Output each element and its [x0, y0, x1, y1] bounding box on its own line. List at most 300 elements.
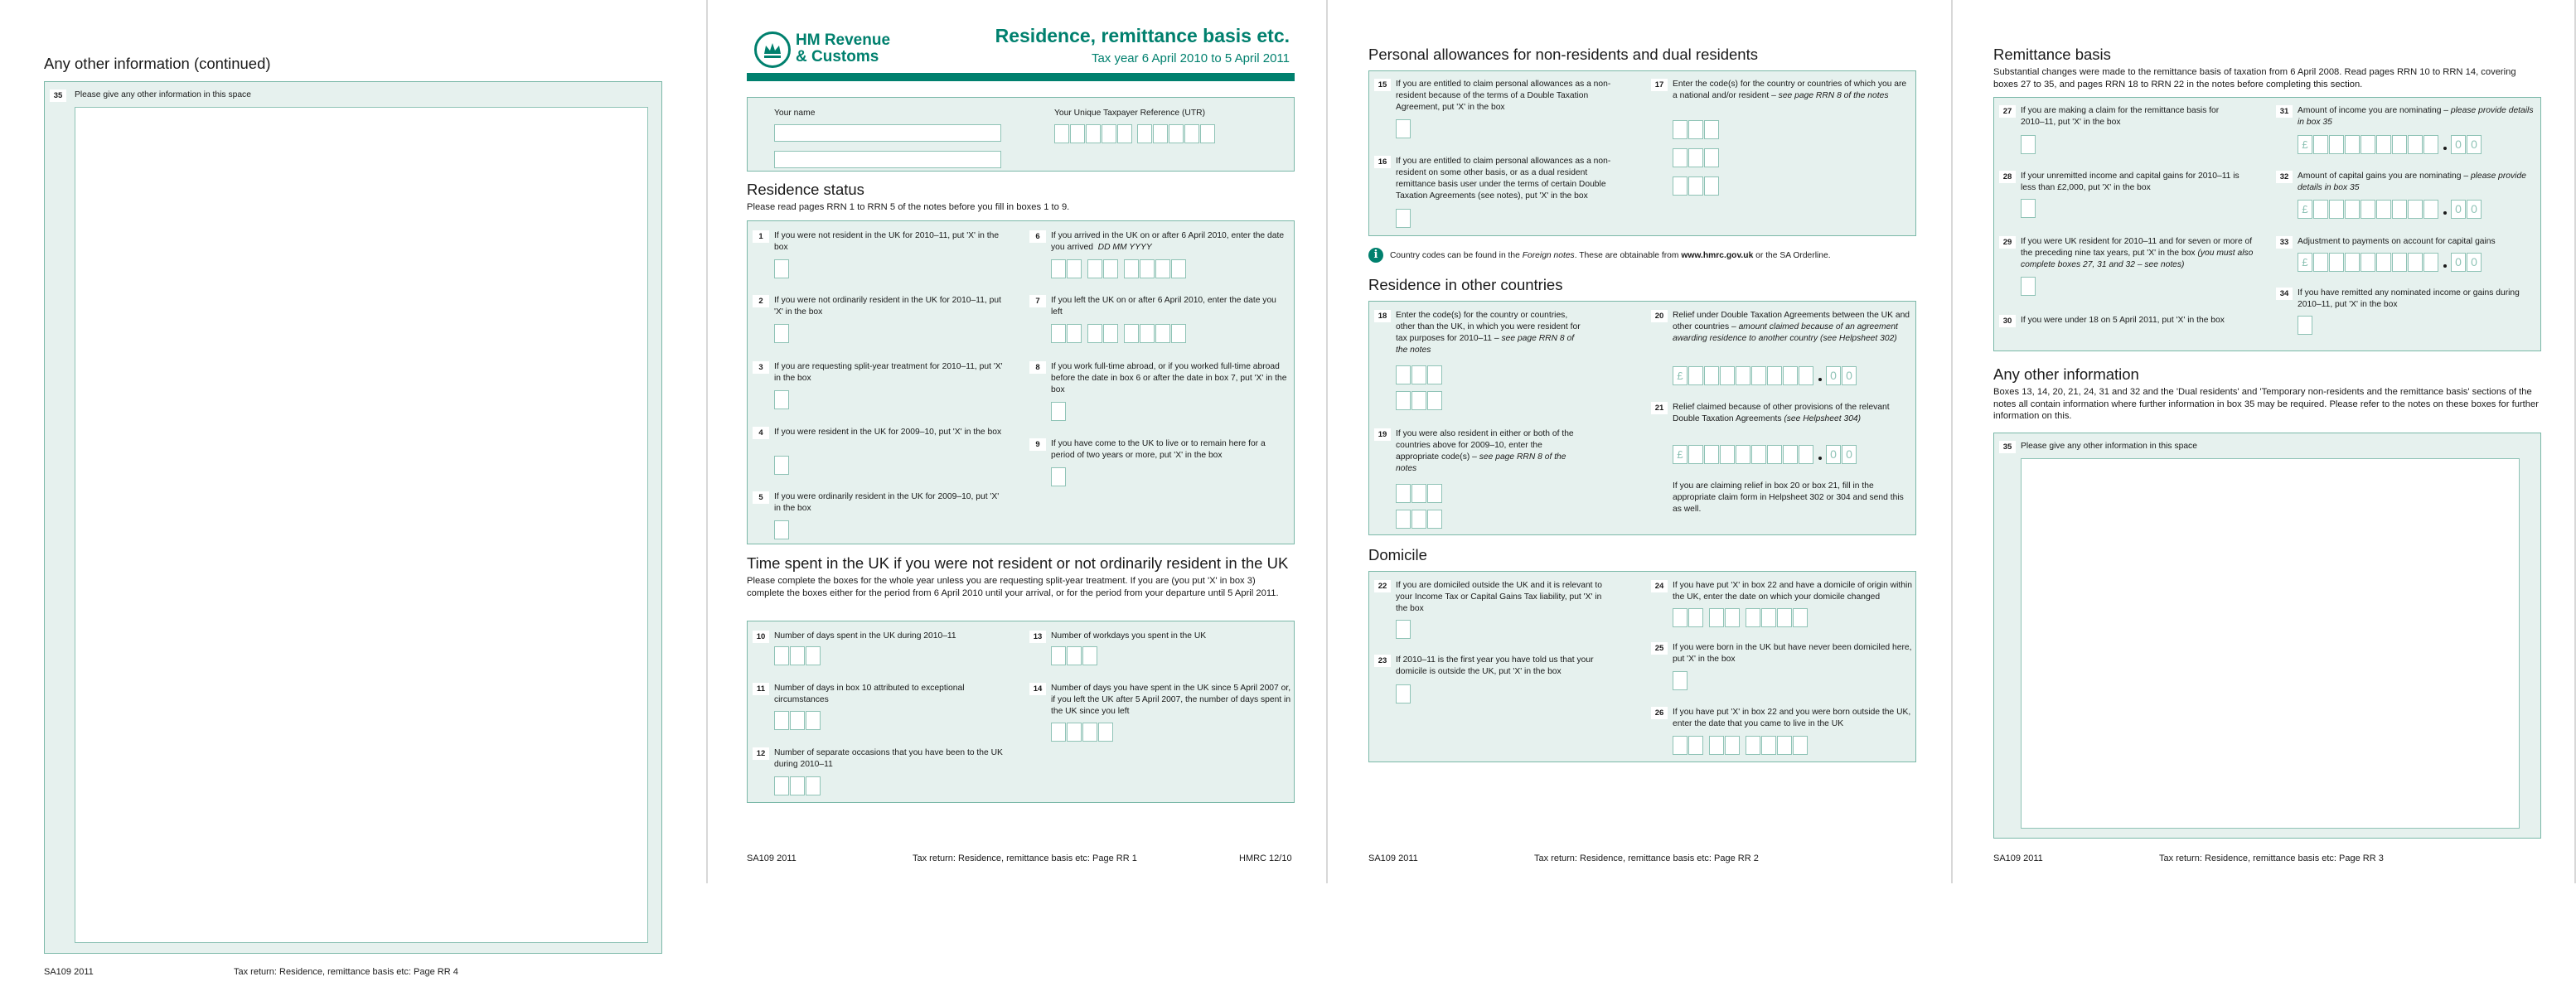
amount-box[interactable] — [2392, 135, 2407, 154]
date-box[interactable] — [1051, 259, 1066, 278]
amount-box[interactable] — [2329, 200, 2344, 219]
q2-checkbox[interactable] — [774, 324, 789, 343]
q33-label: Adjustment to payments on account for capital gains — [2298, 237, 2496, 246]
box-number: 15 — [1374, 79, 1391, 91]
q21-text: Relief claimed because of other provisions of the relevant Double Taxation Agreements — [1673, 403, 1890, 423]
country-code-box[interactable] — [1673, 148, 1687, 167]
q1-checkbox[interactable] — [774, 259, 789, 278]
pound-sign: £ — [2298, 253, 2312, 272]
q25-checkbox[interactable] — [1673, 671, 1687, 690]
date-box[interactable] — [1155, 324, 1170, 343]
box-number: 31 — [2276, 105, 2293, 118]
q14-box[interactable] — [1098, 723, 1113, 742]
utr-box[interactable] — [1169, 124, 1184, 143]
box-number: 16 — [1374, 156, 1391, 168]
q32-note: please provide details in box 35 — [2298, 172, 2526, 192]
pence-zero: 0 — [1842, 445, 1857, 464]
box-label: Please give any other information in this space — [75, 90, 251, 99]
date-box[interactable] — [1124, 259, 1139, 278]
amount-box[interactable] — [1767, 445, 1782, 464]
pence-zero: 0 — [2451, 200, 2466, 219]
box-35-panel — [44, 81, 662, 954]
amount-box[interactable] — [2361, 253, 2375, 272]
time-title: Time spent in the UK if you were not resident or not ordinarily resident in the UK — [747, 554, 1289, 572]
footer-ref: HMRC 12/10 — [1239, 853, 1292, 863]
date-box[interactable] — [1140, 259, 1155, 278]
q21-note: (see Helpsheet 304) — [1784, 414, 1862, 423]
residence-panel — [747, 220, 1295, 544]
box-number: 34 — [2276, 288, 2293, 300]
q27-label: If you are making a claim for the remittance basis for 2010–11, put 'X' in the box — [2021, 106, 2220, 127]
amount-box[interactable] — [1799, 366, 1813, 385]
identity-panel — [747, 97, 1295, 172]
q31-text: Amount of income you are nominating – — [2298, 106, 2449, 115]
date-format-hint: DD MM YYYY — [1097, 243, 1152, 252]
q13-box[interactable] — [1051, 646, 1066, 665]
footer-page: Tax return: Residence, remittance basis etc: Page RR 2 — [1534, 853, 1759, 863]
q11-box[interactable] — [806, 711, 821, 730]
info-foreign-notes: Foreign notes — [1522, 251, 1575, 260]
utr-box[interactable] — [1086, 124, 1101, 143]
utr-box[interactable] — [1117, 124, 1132, 143]
amount-box[interactable] — [2313, 135, 2328, 154]
box-number: 21 — [1651, 402, 1668, 414]
date-box[interactable] — [1103, 324, 1118, 343]
country-code-box[interactable] — [1427, 365, 1442, 384]
box-number: 33 — [2276, 236, 2293, 249]
q21-label — [1673, 402, 1913, 425]
q29-label — [2021, 236, 2257, 271]
country-code-box[interactable] — [1673, 120, 1687, 139]
amount-box[interactable] — [1767, 366, 1782, 385]
date-box[interactable] — [1155, 259, 1170, 278]
country-code-box[interactable] — [1704, 148, 1719, 167]
q4-checkbox[interactable] — [774, 456, 789, 475]
q17-label — [1673, 79, 1913, 102]
utr-box[interactable] — [1200, 124, 1215, 143]
country-code-box[interactable] — [1704, 176, 1719, 196]
box-number: 17 — [1651, 79, 1668, 91]
date-box[interactable] — [1673, 736, 1687, 755]
date-box[interactable] — [1709, 608, 1724, 627]
amount-box[interactable] — [1720, 366, 1735, 385]
q11-box[interactable] — [774, 711, 789, 730]
amount-box[interactable] — [2423, 200, 2438, 219]
amount-box[interactable] — [2408, 200, 2423, 219]
country-code-box[interactable] — [1396, 484, 1411, 503]
amount-box[interactable] — [2329, 135, 2344, 154]
amount-box[interactable] — [1751, 445, 1766, 464]
q5-checkbox[interactable] — [774, 520, 789, 539]
q20-text: Relief under Double Taxation Agreements between the UK and other countries – — [1673, 311, 1910, 331]
q14-box[interactable] — [1051, 723, 1066, 742]
q11-label: Number of days in box 10 attributed to exceptional circumstances — [774, 684, 965, 704]
q30-label: If you were under 18 on 5 April 2011, put 'X' in the box — [2021, 316, 2225, 325]
amount-box[interactable] — [2376, 200, 2391, 219]
q22-label: If you are domiciled outside the UK and it is relevant to your Income Tax or Capital Gains Tax liability, put 'X' in the box — [1396, 581, 1602, 613]
amount-box[interactable] — [1736, 366, 1750, 385]
amount-box[interactable] — [1783, 445, 1798, 464]
amount-box[interactable] — [1751, 366, 1766, 385]
info-text: . These are obtainable from — [1574, 251, 1679, 260]
q10-label: Number of days spent in the UK during 2010–11 — [774, 631, 956, 641]
other-info-title: Any other information — [1993, 365, 2139, 383]
pence-zero: 0 — [2467, 135, 2482, 154]
q14-box[interactable] — [1082, 723, 1097, 742]
q20-note: amount claimed because of an agreement awarding residence to another country (see Helpsheet 302) — [1673, 322, 1898, 343]
country-code-box[interactable] — [1396, 510, 1411, 529]
date-box[interactable] — [1725, 736, 1740, 755]
country-code-box[interactable] — [1704, 120, 1719, 139]
box-number: 27 — [1999, 105, 2016, 118]
utr-box[interactable] — [1184, 124, 1199, 143]
q18-text: Enter the code(s) for the country or countries, other than the UK, in which you were resident for tax purposes for 2010–11 – — [1396, 311, 1581, 343]
q16-checkbox[interactable] — [1396, 209, 1411, 228]
q23-label: If 2010–11 is the first year you have told us that your domicile is outside the UK, put 'X' in the box — [1396, 655, 1594, 676]
amount-box[interactable] — [2408, 253, 2423, 272]
box-number: 20 — [1651, 310, 1668, 322]
footer-code: SA109 2011 — [747, 853, 797, 863]
page-rr2 — [1329, 0, 1953, 883]
pence-zero: 0 — [1826, 445, 1841, 464]
country-code-box[interactable] — [1411, 484, 1426, 503]
box-number: 30 — [1999, 315, 2016, 327]
logo-line-1: HM Revenue — [796, 31, 891, 49]
pence-zero: 0 — [1842, 366, 1857, 385]
q4-label: If you were resident in the UK for 2009–10, put 'X' in the box — [774, 428, 1002, 437]
q1-label: If you were not resident in the UK for 2010–11, put 'X' in the box — [774, 231, 1000, 252]
date-box[interactable] — [1087, 324, 1102, 343]
date-box[interactable] — [1761, 736, 1776, 755]
q17-text: Enter the code(s) for the country or countries of which you are a national and/or resident – — [1673, 80, 1907, 100]
amount-box[interactable] — [2376, 135, 2391, 154]
date-box[interactable] — [1688, 736, 1703, 755]
date-box[interactable] — [1124, 324, 1139, 343]
domicile-title: Domicile — [1368, 546, 1427, 563]
q11-box[interactable] — [790, 711, 805, 730]
box-number: 24 — [1651, 580, 1668, 592]
country-code-box[interactable] — [1688, 148, 1703, 167]
other-info-intro: Boxes 13, 14, 20, 21, 24, 31 and 32 and the 'Dual residents' and 'Temporary non-residents and the remittance basis' sections of the notes all contain information where further information in box 35 may be required. Please refer to the notes on these boxes for further information on this. — [1993, 387, 2539, 421]
amount-box[interactable] — [1704, 366, 1719, 385]
q13-box[interactable] — [1082, 646, 1097, 665]
q34-checkbox[interactable] — [2298, 316, 2312, 335]
hmrc-logo-text — [796, 32, 890, 65]
q6-label — [1051, 230, 1287, 254]
date-box[interactable] — [1777, 608, 1792, 627]
amount-box[interactable] — [1704, 445, 1719, 464]
date-box[interactable] — [1051, 324, 1066, 343]
q23-checkbox[interactable] — [1396, 684, 1411, 703]
amount-box[interactable] — [2408, 135, 2423, 154]
country-code-box[interactable] — [1411, 391, 1426, 410]
q14-label: Number of days you have spent in the UK since 5 April 2007 or, if you left the UK after 5 April 2007, the number of days spent in the UK since you left — [1051, 684, 1291, 716]
country-code-box[interactable] — [1411, 510, 1426, 529]
q7-label: If you left the UK on or after 6 April 2010, enter the date you left — [1051, 296, 1276, 317]
box-number: 14 — [1029, 683, 1046, 695]
box-number: 5 — [753, 491, 769, 504]
utr-label: Your Unique Taxpayer Reference (UTR) — [1054, 109, 1205, 118]
decimal-point — [1818, 457, 1822, 460]
q10-box[interactable] — [790, 646, 805, 665]
box-number: 11 — [753, 683, 769, 695]
q20-label — [1673, 310, 1913, 345]
q12-box[interactable] — [806, 776, 821, 795]
amount-box[interactable] — [2392, 200, 2407, 219]
date-box[interactable] — [1067, 324, 1082, 343]
q17-note: see page RRN 8 of the notes — [1778, 91, 1889, 100]
footer-page: Tax return: Residence, remittance basis etc: Page RR 3 — [2159, 853, 2384, 863]
q22-checkbox[interactable] — [1396, 620, 1411, 639]
q8-label: If you work full-time abroad, or if you worked full-time abroad before the date in box 6 or after the date in box 7, put 'X' in the box — [1051, 362, 1287, 394]
box-number: 9 — [1029, 438, 1046, 451]
pound-sign: £ — [1673, 445, 1687, 464]
page-rr1 — [706, 0, 1328, 883]
time-panel — [747, 621, 1295, 803]
country-code-box[interactable] — [1396, 365, 1411, 384]
country-code-box[interactable] — [1427, 510, 1442, 529]
q10-box[interactable] — [806, 646, 821, 665]
box-number: 7 — [1029, 295, 1046, 307]
box-number: 22 — [1374, 580, 1391, 592]
pound-sign: £ — [1673, 366, 1687, 385]
q12-box[interactable] — [774, 776, 789, 795]
decimal-point — [2443, 264, 2447, 268]
q10-box[interactable] — [774, 646, 789, 665]
date-box[interactable] — [1087, 259, 1102, 278]
box-number: 35 — [50, 89, 66, 102]
amount-box[interactable] — [2313, 200, 2328, 219]
q29-checkbox[interactable] — [2021, 277, 2036, 296]
q29-text: If you were UK resident for 2010–11 and for seven or more of the preceding nine tax years, put 'X' in the box — [2021, 237, 2253, 258]
date-box[interactable] — [1673, 608, 1687, 627]
remittance-intro: Substantial changes were made to the remittance basis of taxation from 6 April 2008. Read pages RRN 10 to RRN 14, covering boxes 27 to 35, and pages RRN 18 to RRN 22 in the notes before completing this section. — [1993, 67, 2516, 89]
country-code-box[interactable] — [1688, 120, 1703, 139]
amount-box[interactable] — [1688, 445, 1703, 464]
q15-label: If you are entitled to claim personal allowances as a non-resident because of the terms of a Double Taxation Agreement, put 'X' in the box — [1396, 80, 1611, 112]
page-rr3 — [1954, 0, 2576, 883]
other-countries-panel — [1368, 301, 1916, 535]
utr-box[interactable] — [1102, 124, 1116, 143]
q34-label: If you have remitted any nominated income or gains during 2010–11, put 'X' in the box — [2298, 288, 2520, 309]
allowances-panel — [1368, 70, 1916, 236]
box-number: 26 — [1651, 707, 1668, 719]
q9-label: If you have come to the UK to live or to remain here for a period of two years or more, put 'X' in the box — [1051, 439, 1266, 460]
amount-box[interactable] — [2392, 253, 2407, 272]
q18-label — [1396, 310, 1586, 356]
date-box[interactable] — [1793, 608, 1808, 627]
amount-box[interactable] — [2313, 253, 2328, 272]
other-info-textarea[interactable] — [2021, 458, 2520, 829]
allowances-title: Personal allowances for non-residents and dual residents — [1368, 46, 1758, 63]
box-number: 13 — [1029, 631, 1046, 643]
header-rule — [747, 73, 1295, 81]
residence-title: Residence status — [747, 181, 864, 198]
date-box[interactable] — [1067, 259, 1082, 278]
name-input-2[interactable] — [774, 151, 1001, 168]
box-number: 3 — [753, 361, 769, 374]
date-box[interactable] — [1688, 608, 1703, 627]
box-number: 8 — [1029, 361, 1046, 374]
box-number: 10 — [753, 631, 769, 643]
q6-text: If you arrived in the UK on or after 6 April 2010, enter the date you arrived — [1051, 231, 1285, 252]
amount-box[interactable] — [1736, 445, 1750, 464]
pound-sign: £ — [2298, 200, 2312, 219]
amount-box[interactable] — [2423, 135, 2438, 154]
q28-checkbox[interactable] — [2021, 199, 2036, 218]
q32-text: Amount of capital gains you are nominating – — [2298, 172, 2469, 181]
pound-sign: £ — [2298, 135, 2312, 154]
q2-label: If you were not ordinarily resident in the UK for 2010–11, put 'X' in the box — [774, 296, 1001, 317]
box-number: 2 — [753, 295, 769, 307]
q18-note: see page RRN 8 of the notes — [1396, 334, 1575, 355]
amount-box[interactable] — [1799, 445, 1813, 464]
name-input-1[interactable] — [774, 124, 1001, 142]
utr-box[interactable] — [1137, 124, 1152, 143]
date-box[interactable] — [1746, 736, 1760, 755]
box-number: 4 — [753, 427, 769, 439]
remittance-panel — [1993, 97, 2541, 351]
footer-code: SA109 2011 — [44, 967, 94, 977]
q13-label: Number of workdays you spent in the UK — [1051, 631, 1207, 641]
box-35-panel — [1993, 433, 2541, 839]
utr-box[interactable] — [1054, 124, 1069, 143]
date-box[interactable] — [1103, 259, 1118, 278]
amount-box[interactable] — [1783, 366, 1798, 385]
pence-zero: 0 — [2451, 253, 2466, 272]
country-code-box[interactable] — [1411, 365, 1426, 384]
q27-checkbox[interactable] — [2021, 135, 2036, 154]
q5-label: If you were ordinarily resident in the UK for 2009–10, put 'X' in the box — [774, 492, 1000, 513]
page-rr4 — [0, 0, 705, 996]
box-number: 12 — [753, 747, 769, 760]
q19-text: If you were also resident in either or both of the countries above for 2009–10, enter the appropriate code(s) – — [1396, 429, 1574, 462]
amount-box[interactable] — [2376, 253, 2391, 272]
q12-label: Number of separate occasions that you have been to the UK during 2010–11 — [774, 748, 1003, 769]
amount-box[interactable] — [2423, 253, 2438, 272]
box-number: 6 — [1029, 230, 1046, 243]
amount-box[interactable] — [2329, 253, 2344, 272]
box-number: 18 — [1374, 310, 1391, 322]
amount-box[interactable] — [1688, 366, 1703, 385]
decimal-point — [2443, 211, 2447, 215]
box-number: 25 — [1651, 642, 1668, 655]
q29-note: (you must also complete boxes 27, 31 and 32 – see notes) — [2021, 249, 2254, 269]
time-intro: Please complete the boxes for the whole year unless you are requesting split-year treatment. If you are (you put 'X' in box 3) complete the boxes either for the period from 6 April 2010 until your arrival, or for the period from your departure until 5 April 2011. — [747, 576, 1279, 598]
info-text: or the SA Orderline. — [1755, 251, 1831, 260]
box-number: 28 — [1999, 171, 2016, 183]
amount-box[interactable] — [2361, 200, 2375, 219]
other-countries-title: Residence in other countries — [1368, 276, 1563, 293]
relief-note: If you are claiming relief in box 20 or box 21, fill in the appropriate claim form in Helpsheet 302 or 304 and send this as well. — [1673, 481, 1904, 514]
amount-box[interactable] — [2345, 135, 2360, 154]
q26-label: If you have put 'X' in box 22 and you were born outside the UK, enter the date that you came to live in the UK — [1673, 708, 1911, 728]
footer-page: Tax return: Residence, remittance basis etc: Page RR 1 — [913, 853, 1137, 863]
tax-year: Tax year 6 April 2010 to 5 April 2011 — [1091, 51, 1290, 65]
section-title: Any other information (continued) — [44, 55, 271, 72]
residence-intro: Please read pages RRN 1 to RRN 5 of the notes before you fill in boxes 1 to 9. — [747, 202, 1070, 212]
q35-label: Please give any other information in this space — [2021, 442, 2197, 451]
country-code-box[interactable] — [1688, 176, 1703, 196]
decimal-point — [1818, 378, 1822, 381]
logo-line-2: & Customs — [796, 48, 879, 65]
q28-label: If your unremitted income and capital gains for 2010–11 is less than £2,000, put 'X' in the box — [2021, 172, 2239, 192]
pence-zero: 0 — [2467, 253, 2482, 272]
q14-box[interactable] — [1067, 723, 1082, 742]
date-box[interactable] — [1777, 736, 1792, 755]
box-number: 23 — [1374, 655, 1391, 667]
q3-label: If you are requesting split-year treatment for 2010–11, put 'X' in the box — [774, 362, 1003, 383]
box-number: 32 — [2276, 171, 2293, 183]
remittance-title: Remittance basis — [1993, 46, 2111, 63]
crown-logo-icon — [754, 31, 791, 68]
box-number: 1 — [753, 230, 769, 243]
date-box[interactable] — [1746, 608, 1760, 627]
your-name-label: Your name — [774, 109, 816, 118]
q19-note: see page RRN 8 of the notes — [1396, 452, 1566, 473]
pence-zero: 0 — [1826, 366, 1841, 385]
q31-label — [2298, 105, 2538, 128]
country-code-box[interactable] — [1427, 391, 1442, 410]
q12-box[interactable] — [790, 776, 805, 795]
info-note — [1390, 250, 1831, 262]
q16-label: If you are entitled to claim personal allowances as a non-resident on some other basis, or as a dual resident remittance basis user under the terms of certain Double Taxation Agreements (see notes), put 'X' in the box — [1396, 157, 1611, 201]
box-number: 29 — [1999, 236, 2016, 249]
q25-label: If you were born in the UK but have never been domiciled here, put 'X' in the box — [1673, 643, 1912, 664]
footer-code: SA109 2011 — [1993, 853, 2043, 863]
country-code-box[interactable] — [1673, 176, 1687, 196]
q31-note: please provide details in box 35 — [2298, 106, 2534, 127]
q3-checkbox[interactable] — [774, 390, 789, 409]
decimal-point — [2443, 147, 2447, 150]
q8-checkbox[interactable] — [1051, 402, 1066, 421]
amount-box[interactable] — [1720, 445, 1735, 464]
country-code-box[interactable] — [1396, 391, 1411, 410]
date-box[interactable] — [1761, 608, 1776, 627]
info-text: Country codes can be found in the — [1390, 251, 1520, 260]
pence-zero: 0 — [2451, 135, 2466, 154]
q15-checkbox[interactable] — [1396, 119, 1411, 138]
country-code-box[interactable] — [1427, 484, 1442, 503]
amount-box[interactable] — [2345, 200, 2360, 219]
date-box[interactable] — [1171, 259, 1186, 278]
amount-box[interactable] — [2345, 253, 2360, 272]
info-icon: i — [1368, 248, 1383, 263]
q24-label: If you have put 'X' in box 22 and have a domicile of origin within the UK, enter the date on which your domicile changed — [1673, 581, 1912, 602]
utr-box[interactable] — [1070, 124, 1085, 143]
date-box[interactable] — [1709, 736, 1724, 755]
date-box[interactable] — [1725, 608, 1740, 627]
amount-box[interactable] — [2361, 135, 2375, 154]
footer-page: Tax return: Residence, remittance basis etc: Page RR 4 — [234, 967, 458, 977]
domicile-panel — [1368, 571, 1916, 762]
q32-label — [2298, 171, 2538, 194]
date-box[interactable] — [1793, 736, 1808, 755]
q13-box[interactable] — [1067, 646, 1082, 665]
pence-zero: 0 — [2467, 200, 2482, 219]
date-box[interactable] — [1171, 324, 1186, 343]
q9-checkbox[interactable] — [1051, 467, 1066, 486]
box-number: 35 — [1999, 441, 2016, 453]
footer-code: SA109 2011 — [1368, 853, 1418, 863]
date-box[interactable] — [1140, 324, 1155, 343]
hmrc-link[interactable]: www.hmrc.gov.uk — [1681, 251, 1754, 260]
utr-box[interactable] — [1153, 124, 1168, 143]
other-info-textarea[interactable] — [75, 107, 648, 943]
form-title: Residence, remittance basis etc. — [995, 25, 1290, 46]
q19-label — [1396, 428, 1586, 475]
box-number: 19 — [1374, 428, 1391, 441]
